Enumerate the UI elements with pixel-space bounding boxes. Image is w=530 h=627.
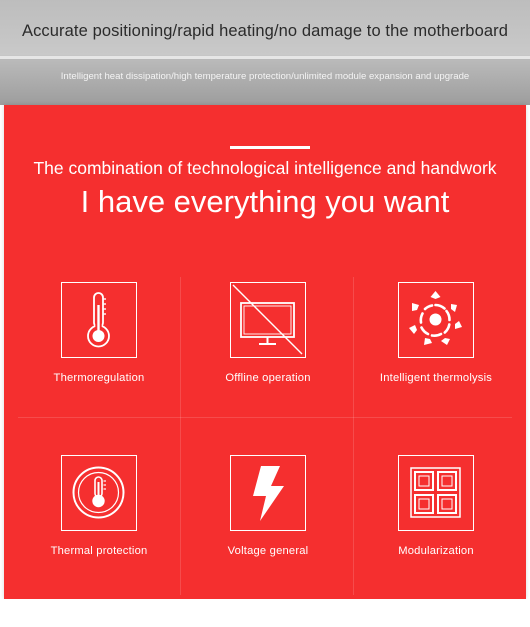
top-banner (0, 0, 530, 105)
feature-icon-frame (61, 455, 137, 531)
fan-icon (399, 283, 472, 356)
feature-panel (4, 105, 526, 599)
feature-label: Intelligent thermolysis (379, 372, 493, 384)
banner-headline: Accurate positioning/rapid heating/no damage to the motherboard (21, 22, 509, 40)
feature-label: Offline operation (225, 372, 311, 384)
feature-icon-frame (398, 282, 474, 358)
panel-hero-title: I have everything you want (80, 184, 450, 219)
banner-subline: Intelligent heat dissipation/high temperature protection/unlimited module expansion and upgrade (60, 71, 470, 82)
thermal-shield-icon (62, 456, 135, 529)
feature-icon-frame (230, 282, 306, 358)
feature-label: Thermoregulation (53, 372, 145, 384)
feature-label: Modularization (398, 545, 474, 557)
feature-thermoregulation (12, 282, 186, 422)
accent-line (230, 146, 310, 149)
feature-modularization (349, 455, 523, 595)
feature-voltage-general (181, 455, 355, 595)
feature-icon-frame (61, 282, 137, 358)
panel-tagline: The combination of technological intelligence and handwork (33, 158, 497, 178)
feature-icon-frame (398, 455, 474, 531)
feature-label: Voltage general (227, 545, 309, 557)
banner-divider (0, 56, 530, 59)
feature-label: Thermal protection (50, 545, 148, 557)
feature-intelligent-thermolysis (349, 282, 523, 422)
lightning-icon (231, 456, 304, 529)
modules-icon (399, 456, 472, 529)
feature-offline-operation (181, 282, 355, 422)
offline-monitor-icon (231, 283, 304, 356)
bottom-margin (0, 599, 530, 627)
thermometer-icon (62, 283, 135, 356)
feature-thermal-protection (12, 455, 186, 595)
feature-icon-frame (230, 455, 306, 531)
